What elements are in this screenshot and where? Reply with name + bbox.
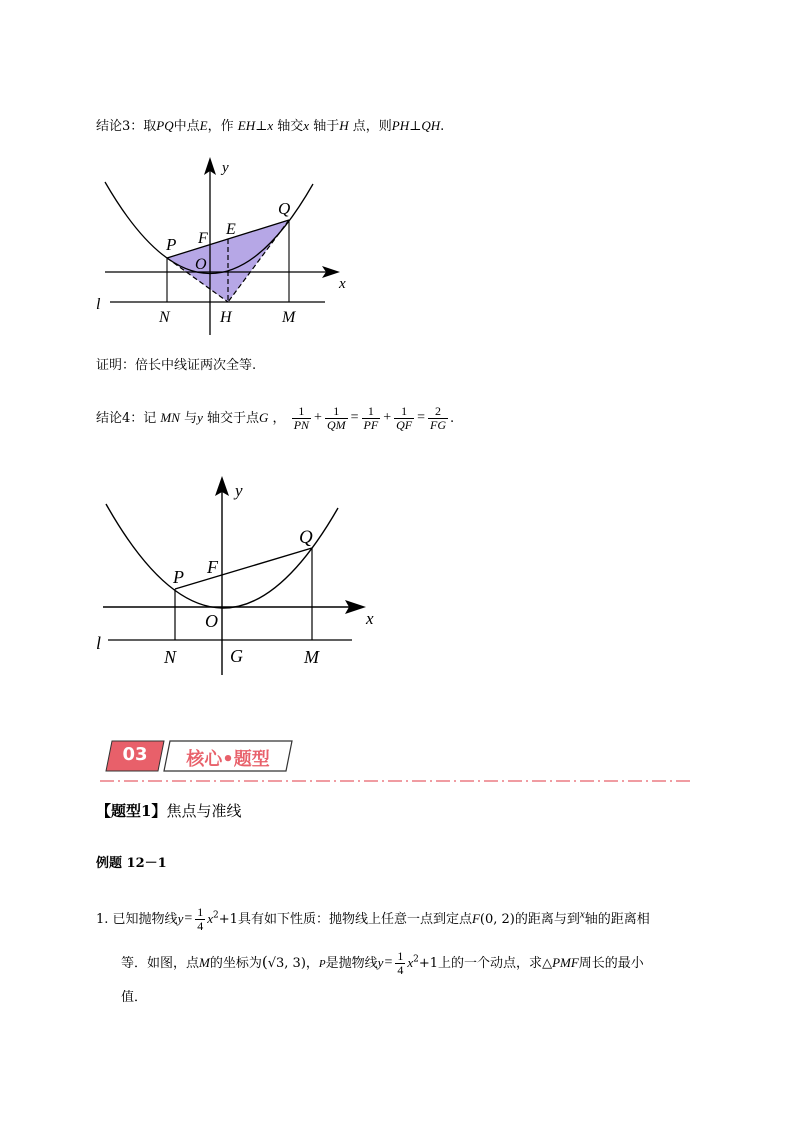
label-H: H xyxy=(220,309,232,326)
label-Q: Q xyxy=(278,199,291,218)
conclusion-4: 结论4：记 MN 与y 轴交于点G ， $\frac{1}{PN}$ + $\frac{1}{QM}$ = $\frac{1}{PF}$ + $\frac{1}{QF}$ = $\frac{2}{FG}$ . xyxy=(96,404,455,432)
label-x: x xyxy=(366,609,374,628)
frac-1-4: $\frac{1}{4}$ xyxy=(197,905,204,933)
frac-1-PN: $\frac{1}{PN}$ xyxy=(293,404,310,432)
type-1-heading: 【题型1】焦点与准线 xyxy=(96,802,242,820)
label-l: l xyxy=(96,296,101,313)
label-l: l xyxy=(96,633,102,653)
figure-2-parabola-diagram xyxy=(90,470,390,675)
label-F: F xyxy=(198,230,208,247)
label-O: O xyxy=(205,611,218,631)
label-E: E xyxy=(226,221,236,238)
label-N: N xyxy=(159,309,170,326)
problem-1-line-3: 值． xyxy=(121,990,148,1005)
label-O: O xyxy=(195,256,207,273)
label-y: y xyxy=(235,481,243,500)
proof-text: 证明：倍长中线证两次全等. xyxy=(96,358,257,373)
label-M: M xyxy=(282,309,296,326)
label-F: F xyxy=(207,557,218,577)
label-P: P xyxy=(166,235,177,254)
label-M: M xyxy=(304,647,319,667)
segment-PQ xyxy=(175,548,312,589)
frac-1-QF: $\frac{1}{QF}$ xyxy=(396,404,413,432)
label-Q: Q xyxy=(299,527,313,548)
frac-1-PF: $\frac{1}{PF}$ xyxy=(363,404,379,432)
label-y: y xyxy=(222,160,229,176)
problem-1-line-1: 1. 已知抛物线y= $\frac{1}{4}$ $x^2+1$具有如下性质：抛物线上任意一点到定点F(0, 2)的距离与到$^x$轴的距离相 xyxy=(96,905,650,933)
example-label: 例题 12－1 xyxy=(96,856,167,871)
section-number: 03 xyxy=(122,744,148,765)
label-N: N xyxy=(164,647,177,667)
label-G: G xyxy=(230,646,243,666)
section-divider xyxy=(100,776,692,786)
label-x: x xyxy=(339,276,346,292)
label-P: P xyxy=(173,567,184,587)
frac-1-QM: $\frac{1}{QM}$ xyxy=(326,404,346,432)
conclusion-3: 结论3：取PQ中点E，作 EH⊥x 轴交x 轴于H 点，则PH⊥QH. xyxy=(96,118,445,134)
frac-1-4-b: $\frac{1}{4}$ xyxy=(397,949,404,977)
frac-2-FG: $\frac{2}{FG}$ xyxy=(430,404,447,432)
problem-1-line-2: 等．如图，点M的坐标为(√3, 3)，P是抛物线y= $\frac{1}{4}$ $x^2+1$上的一个动点，求△PMF周长的最小 xyxy=(121,949,644,977)
section-title: 核心•题型 xyxy=(186,749,270,770)
figure-1-parabola-diagram xyxy=(90,150,370,335)
